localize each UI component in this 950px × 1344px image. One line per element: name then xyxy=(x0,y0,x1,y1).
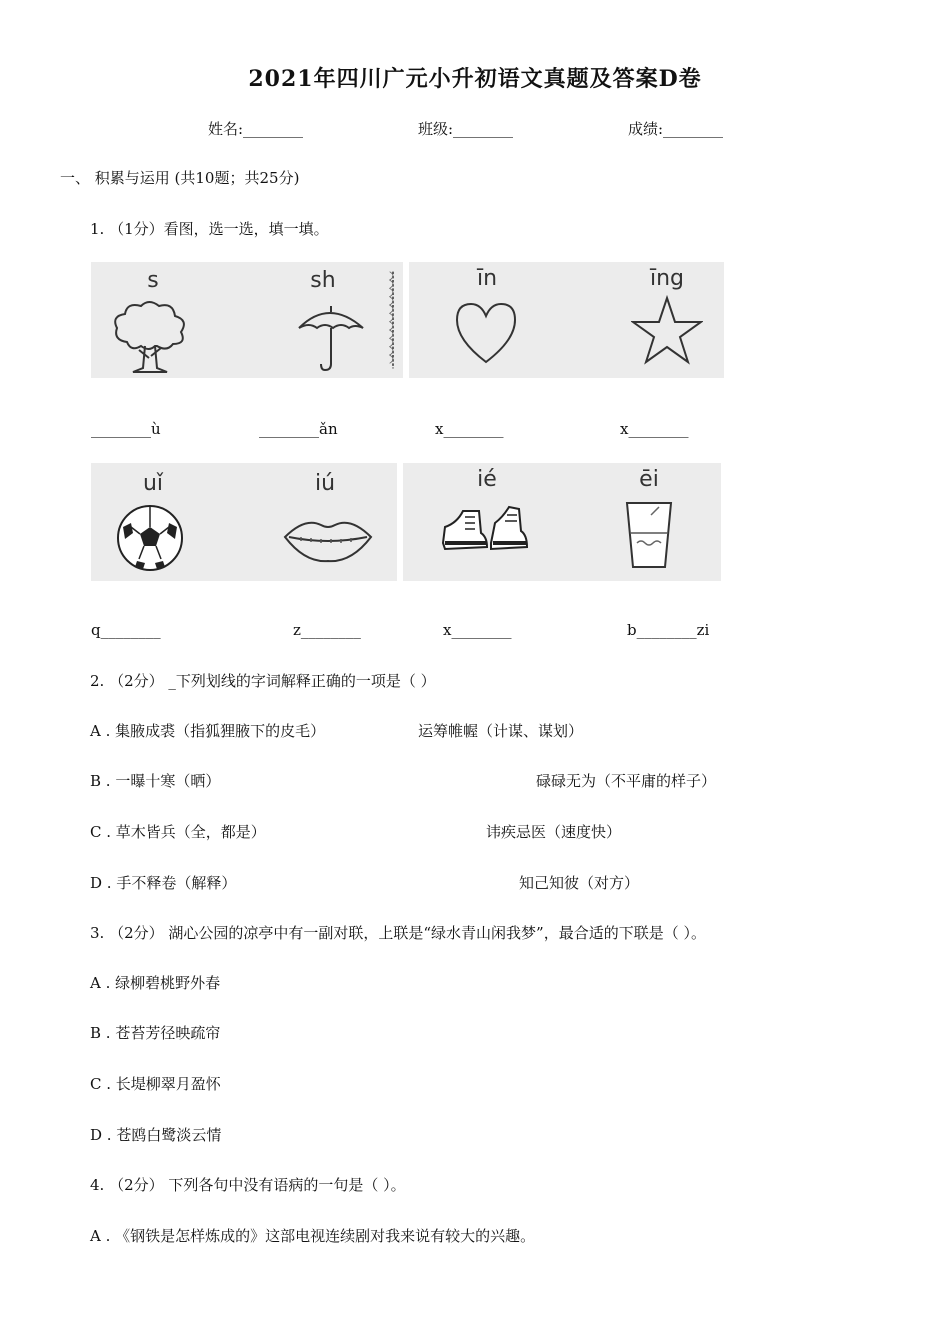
heart-icon xyxy=(451,298,521,368)
question-3-stem: 3. （2分） 湖心公园的凉亭中有一副对联，上联是“绿水青山闲我梦”，最合适的下联是（ ）。 xyxy=(90,924,707,942)
divider-line xyxy=(388,262,398,378)
answer-blank[interactable]: z________ xyxy=(293,621,361,639)
pinyin-label: sh xyxy=(310,268,336,293)
question-2-stem: 2. （2分） _下列划线的字词解释正确的一项是（ ） xyxy=(90,672,436,690)
lips-icon xyxy=(281,515,375,565)
option-a-right: 运筹帷幄（计谋、谋划） xyxy=(418,722,584,740)
soccer-ball-icon xyxy=(115,503,185,573)
option-b-right: 碌碌无为（不平庸的样子） xyxy=(536,772,717,790)
answer-blank[interactable]: x________ xyxy=(620,420,689,438)
question-4-stem: 4. （2分） 下列各句中没有语病的一句是（ ）。 xyxy=(90,1176,406,1194)
tree-icon xyxy=(109,298,191,374)
answer-blank[interactable]: ________ù xyxy=(91,420,161,438)
option-a[interactable]: A . 绿柳碧桃野外春 xyxy=(90,974,221,992)
shoes-icon xyxy=(439,503,531,559)
class-field: 班级:________ xyxy=(418,120,514,138)
answer-blank[interactable]: q________ xyxy=(91,621,161,639)
section-heading: 一、 积累与运用 (共10题；共25分) xyxy=(60,169,300,187)
option-d-right: 知己知彼（对方） xyxy=(519,874,640,892)
score-field: 成绩:________ xyxy=(628,120,724,138)
strip-gap xyxy=(403,262,409,378)
option-b[interactable]: B . 苍苔芳径映疏帘 xyxy=(90,1024,221,1042)
umbrella-icon xyxy=(293,298,369,374)
answer-blank[interactable]: x________ xyxy=(443,621,512,639)
picture-strip-2 xyxy=(91,463,721,581)
answer-blank[interactable]: ________ǎn xyxy=(259,420,338,438)
option-c-left[interactable]: C . 草木皆兵（全，都是） xyxy=(90,823,266,841)
pinyin-label: iú xyxy=(314,471,336,496)
option-c[interactable]: C . 长堤柳翠月盈怀 xyxy=(90,1075,221,1093)
option-d[interactable]: D . 苍鸥白鹭淡云情 xyxy=(90,1126,222,1144)
answer-blank[interactable]: b________zi xyxy=(627,621,710,639)
option-d-left[interactable]: D . 手不释卷（解释） xyxy=(90,874,237,892)
page-title: 2021年四川广元小升初语文真题及答案D卷 xyxy=(248,66,702,92)
option-a[interactable]: A . 《钢铁是怎样炼成的》这部电视连续剧对我来说有较大的兴趣。 xyxy=(90,1227,536,1245)
question-1-stem: 1. （1分）看图，选一选，填一填。 xyxy=(90,220,329,238)
option-c-right: 讳疾忌医（速度快） xyxy=(486,823,622,841)
option-b-left[interactable]: B . 一曝十寒（晒） xyxy=(90,772,221,790)
strip-gap xyxy=(397,463,403,581)
pinyin-label: īng xyxy=(649,266,685,291)
pinyin-label: uǐ xyxy=(142,471,164,496)
answer-blank[interactable]: x________ xyxy=(435,420,504,438)
pinyin-label: īn xyxy=(476,266,498,291)
pinyin-label: s xyxy=(147,268,159,293)
glass-cup-icon xyxy=(623,497,675,571)
option-a-left[interactable]: A . 集腋成裘（指狐狸腋下的皮毛） xyxy=(90,722,326,740)
name-field: 姓名:________ xyxy=(208,120,304,138)
star-icon xyxy=(631,294,703,366)
pinyin-label: ié xyxy=(477,467,497,492)
picture-strip-1 xyxy=(91,262,724,378)
pinyin-label: ēi xyxy=(639,467,659,492)
